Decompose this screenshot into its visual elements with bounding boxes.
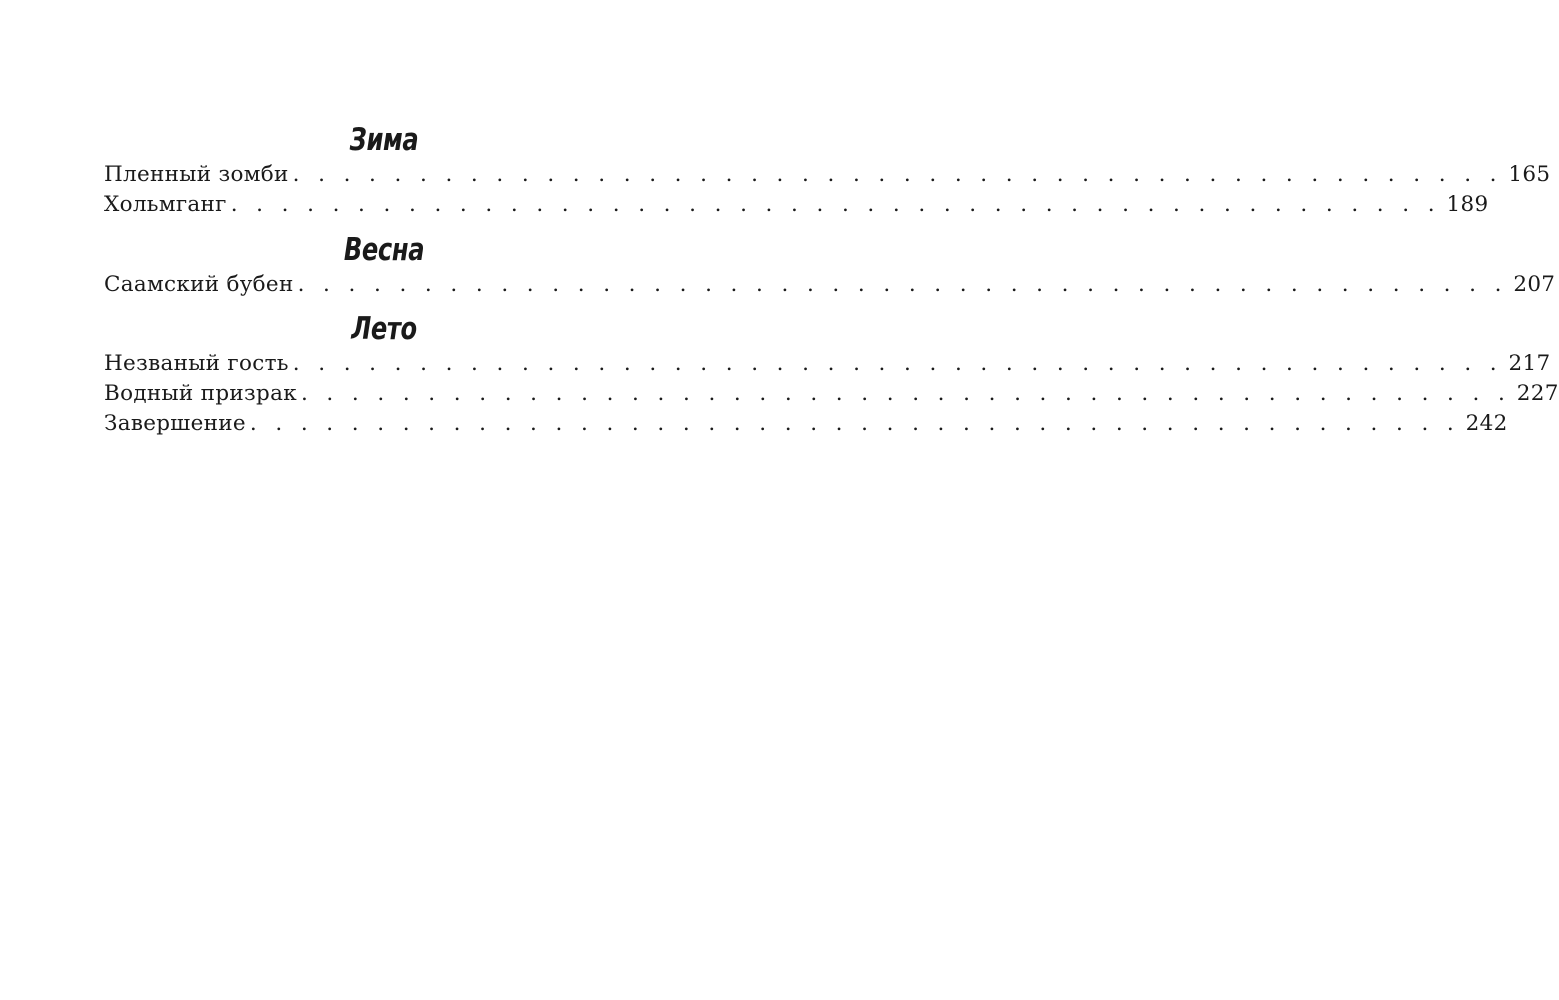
section-winter <box>104 120 1551 220</box>
section-spring <box>104 230 1556 300</box>
toc-page-number: 165 <box>1508 162 1551 187</box>
section-summer <box>104 309 1559 439</box>
dot-leader: . . . . . . . . . . . . . . . . . . . . . . . . . . . . . . . . . . . . . . . . . . . . . . . . <box>249 411 1460 436</box>
toc-page-number: 207 <box>1513 272 1556 297</box>
toc-entry-ending[interactable] <box>104 409 1508 439</box>
dot-leader: . . . . . . . . . . . . . . . . . . . . . . . . . . . . . . . . . . . . . . . . . . . . . . . . <box>292 162 1503 187</box>
toc-entry-title: Хольмганг <box>104 192 227 217</box>
toc-page-number: 189 <box>1446 192 1489 217</box>
dot-leader: . . . . . . . . . . . . . . . . . . . . . . . . . . . . . . . . . . . . . . . . . . . . . . . . <box>297 272 1508 297</box>
dot-leader: . . . . . . . . . . . . . . . . . . . . . . . . . . . . . . . . . . . . . . . . . . . . . . . . <box>300 381 1511 406</box>
toc-entry-sami-drum[interactable] <box>104 270 1556 300</box>
table-of-contents <box>104 120 1559 439</box>
toc-page-number: 217 <box>1508 351 1551 376</box>
toc-entry-captive-zombie[interactable] <box>104 160 1551 190</box>
toc-entry-title: Незваный гость <box>104 351 289 376</box>
toc-entry-title: Саамский бубен <box>104 272 294 297</box>
toc-entry-water-ghost[interactable] <box>104 379 1559 409</box>
section-title-spring: Весна <box>343 232 425 268</box>
toc-entry-title: Водный призрак <box>104 381 297 406</box>
toc-entry-title: Завершение <box>104 411 246 436</box>
toc-entry-holmgang[interactable] <box>104 190 1489 220</box>
section-title-summer: Лето <box>351 311 417 347</box>
section-title-winter: Зима <box>349 122 419 158</box>
toc-page-number: 227 <box>1516 381 1559 406</box>
toc-entry-uninvited-guest[interactable] <box>104 349 1551 379</box>
toc-page-number: 242 <box>1465 411 1508 436</box>
dot-leader: . . . . . . . . . . . . . . . . . . . . . . . . . . . . . . . . . . . . . . . . . . . . . . . . <box>230 192 1441 217</box>
toc-entry-title: Пленный зомби <box>104 162 289 187</box>
dot-leader: . . . . . . . . . . . . . . . . . . . . . . . . . . . . . . . . . . . . . . . . . . . . . . . . <box>292 351 1503 376</box>
